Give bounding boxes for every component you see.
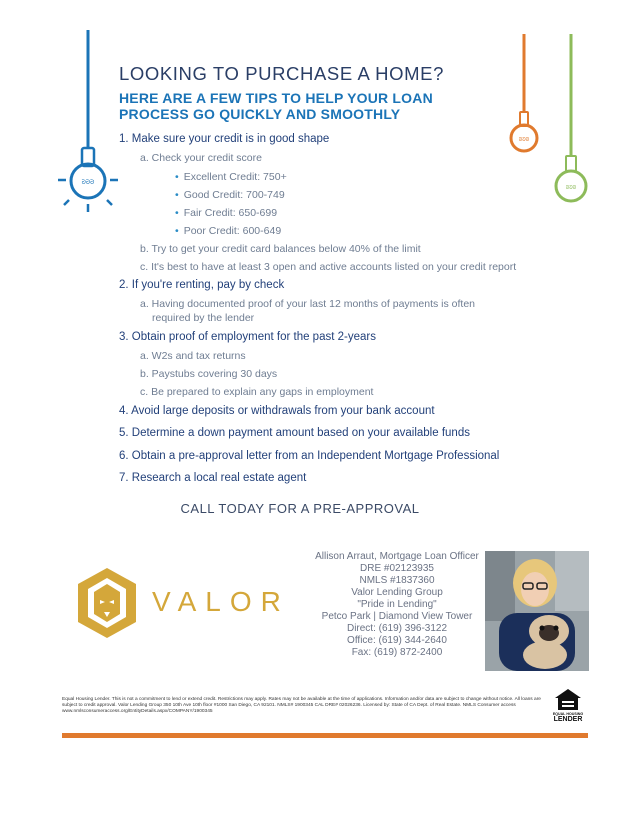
tip-6: 6. Obtain a pre-approval letter from an Independent Mortgage Professional xyxy=(119,450,500,462)
page-title: LOOKING TO PURCHASE A HOME? xyxy=(119,63,444,84)
tip-5: 5. Determine a down payment amount based on your available funds xyxy=(119,427,470,439)
officer-tagline: "Pride in Lending" xyxy=(357,599,437,610)
credit-item: • Poor Credit: 600-649 xyxy=(175,225,282,237)
tip-4: 4. Avoid large deposits or withdrawals from your bank account xyxy=(119,405,435,417)
svg-text:ᘐᘐᘐ: ᘐᘐᘐ xyxy=(81,180,95,186)
tip-3b: b. Paystubs covering 30 days xyxy=(140,368,278,380)
lender-text: LENDER xyxy=(553,716,583,723)
tip-1b: b. Try to get your credit card balances below 40% of the limit xyxy=(140,243,421,255)
tip-7: 7. Research a local real estate agent xyxy=(119,472,307,484)
officer-nmls: NMLS #1837360 xyxy=(359,575,435,586)
credit-item: • Excellent Credit: 750+ xyxy=(175,171,287,183)
officer-location: Petco Park | Diamond View Tower xyxy=(321,611,473,622)
svg-text:ᘐᘐᘐ: ᘐᘐᘐ xyxy=(518,137,530,143)
officer-fax: Fax: (619) 872-2400 xyxy=(351,647,443,658)
subtitle-line-2: PROCESS GO QUICKLY AND SMOOTHLY xyxy=(119,105,401,122)
credit-item: • Good Credit: 700-749 xyxy=(175,189,285,201)
valor-lion-logo-icon xyxy=(74,566,140,640)
tip-2: 2. If you're renting, pay by check xyxy=(119,279,285,291)
blue-lightbulb-icon xyxy=(52,30,122,215)
equal-housing-lender-icon xyxy=(548,687,588,725)
valor-logo-text: VALOR xyxy=(152,586,290,617)
officer-office-phone: Office: (619) 344-2640 xyxy=(347,635,447,646)
tip-2a-line-2: required by the lender xyxy=(152,312,255,324)
officer-company: Valor Lending Group xyxy=(351,587,443,598)
officer-name: Allison Arraut, Mortgage Loan Officer xyxy=(315,551,479,562)
officer-dre: DRE #02123935 xyxy=(360,563,434,574)
legal-disclaimer: Equal Housing Lender. This is not a commitment to lend or extend credit. Restrictions may apply. Rates may not be available at the time of applications. Information and/or data are subject to change without notice. All loans are subject to credit approval. Valor Lending Group 350 10th Ave 10th floor #1000 San Diego, CA 92101. NMLS# 1900345 CAL DRE# 02026236. Licensed by: State of CA Dept. of Real Estate. NMLS Consumer access www.nmlsconsumeraccess.org/EntityDetails.aspx/COMPANY/1900345 xyxy=(62,697,541,714)
tip-1: 1. Make sure your credit is in good shape xyxy=(119,133,330,145)
tip-3a: a. W2s and tax returns xyxy=(140,350,246,362)
credit-item: • Fair Credit: 650-699 xyxy=(175,207,278,219)
tip-1a: a. Check your credit score xyxy=(140,152,262,164)
page-subtitle xyxy=(119,91,459,122)
tip-3: 3. Obtain proof of employment for the past 2-years xyxy=(119,331,376,343)
bottom-accent-bar xyxy=(62,733,588,738)
tip-1c: c. It's best to have at least 3 open and active accounts listed on your credit report xyxy=(140,261,517,273)
green-lightbulb-icon xyxy=(550,34,594,214)
equal-housing-text: EQUAL HOUSING xyxy=(552,712,584,716)
subtitle-line-1: HERE ARE A FEW TIPS TO HELP YOUR LOAN xyxy=(119,90,433,106)
officer-photo xyxy=(485,551,589,671)
orange-lightbulb-icon xyxy=(505,34,545,164)
tip-2a-line-1: a. Having documented proof of your last 12 months of payments is often xyxy=(140,298,476,310)
officer-direct-phone: Direct: (619) 396-3122 xyxy=(346,623,448,634)
svg-text:ᘐᘐᘐ: ᘐᘐᘐ xyxy=(565,185,577,191)
tip-3c: c. Be prepared to explain any gaps in employment xyxy=(140,386,374,398)
call-to-action: CALL TODAY FOR A PRE-APPROVAL xyxy=(180,501,420,516)
